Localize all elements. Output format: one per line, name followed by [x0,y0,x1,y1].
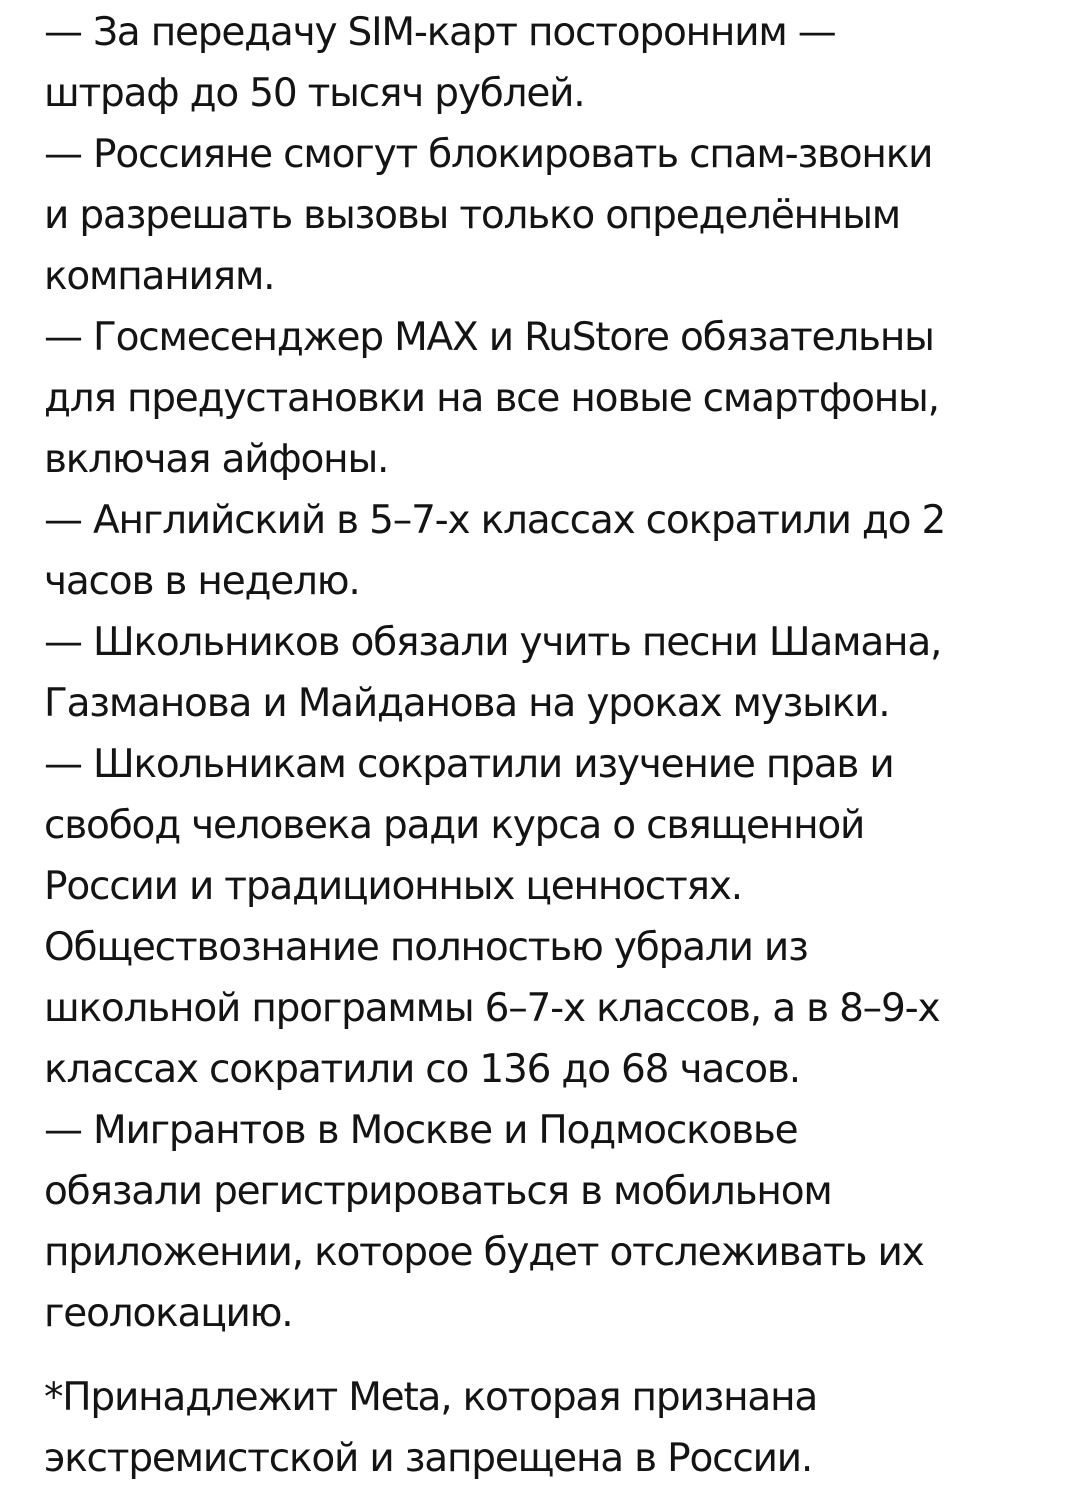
footnote [44,1367,1054,1489]
text-line: обязали регистрироваться в мобильном [44,1169,832,1214]
text-line: штраф до 50 тысяч рублей. [44,71,585,116]
text-line: — Школьникам сократили изучение прав и [44,742,894,787]
text-line: — Мигрантов в Москве и Подмосковье [44,1108,798,1153]
text-line: школьной программы 6–7-х классов, а в 8–9-х [44,986,940,1031]
text-line: России и традиционных ценностях. [44,864,742,909]
footnote-line: *Принадлежит Meta, которая признана [44,1375,818,1420]
text-line: включая айфоны. [44,437,389,482]
text-line: Обществознание полностью убрали из [44,925,808,970]
text-line: для предустановки на все новые смартфоны, [44,376,939,421]
text-line: свобод человека ради курса о священной [44,803,865,848]
text-line: — Школьников обязали учить песни Шамана, [44,620,942,665]
text-line: часов в неделю. [44,559,360,604]
text-line: Газманова и Майданова на уроках музыки. [44,681,890,726]
text-line: — Госмесенджер MAX и RuStore обязательны [44,315,934,360]
text-line: компаниям. [44,254,275,299]
post-text [44,2,1054,1489]
footnote-line: экстремистской и запрещена в России. [44,1436,813,1481]
text-line: — За передачу SIM-карт посторонним — [44,10,836,55]
text-line: геолокацию. [44,1291,293,1336]
text-line: — Россияне смогут блокировать спам-звонки [44,132,933,177]
text-line: классах сократили со 136 до 68 часов. [44,1047,800,1092]
text-line: приложении, которое будет отслеживать их [44,1230,924,1275]
text-line: — Английский в 5–7-х классах сократили до 2 [44,498,946,543]
text-line: и разрешать вызовы только определённым [44,193,901,238]
